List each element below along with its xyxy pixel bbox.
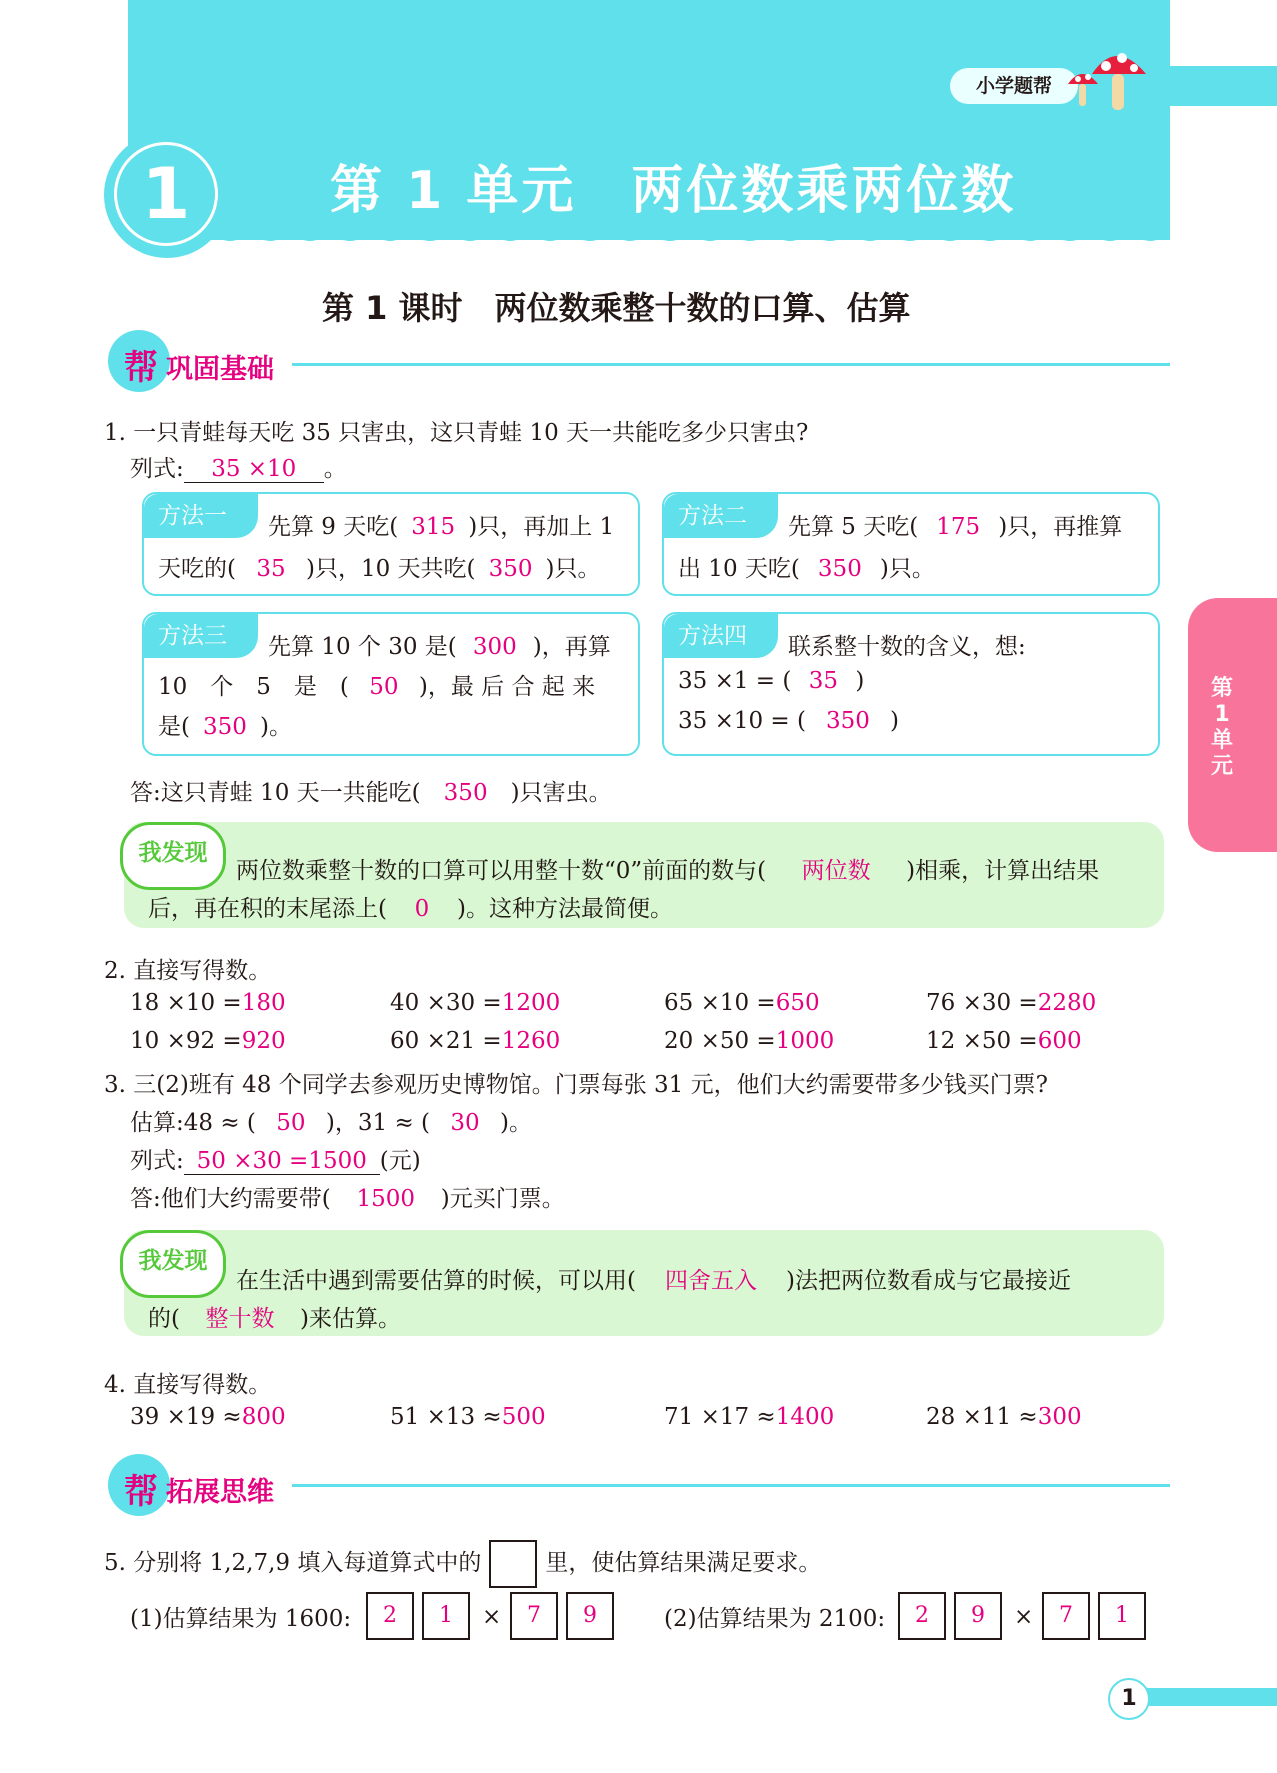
- text: )。: [259, 714, 292, 740]
- discovery-2-answer-2: 整十数: [205, 1306, 275, 1332]
- q4-answer: 1400: [775, 1404, 835, 1430]
- method-3-line2: [158, 668, 595, 701]
- q2-answer: 600: [1037, 1028, 1082, 1054]
- formula-unit: (元): [379, 1148, 421, 1174]
- expr: 10 ×92 =: [130, 1028, 242, 1054]
- method-3-answer-2: 50: [369, 674, 399, 700]
- q2-item: [926, 1028, 1082, 1054]
- text: 出 10 天吃(: [678, 556, 800, 582]
- q2-answer: 1000: [775, 1028, 835, 1054]
- method-2-line2: [678, 550, 935, 583]
- method-1-answer-1: 315: [411, 514, 456, 540]
- method-1-line2: [158, 550, 601, 583]
- text: 答:这只青蛙 10 天一共能吃(: [130, 780, 421, 806]
- discovery-1-line2: [148, 890, 673, 923]
- q4-item: [664, 1404, 834, 1430]
- expr: 40 ×30 =: [390, 990, 502, 1016]
- section-divider: [292, 1484, 1170, 1487]
- page-number: 1: [1108, 1678, 1150, 1720]
- blank-box-sample: [489, 1540, 537, 1588]
- method-1-tag: 方法一: [144, 494, 258, 538]
- method-4-line1: 联系整十数的含义，想:: [788, 634, 1026, 660]
- q4-answer: 500: [501, 1404, 546, 1430]
- q5-stem: [104, 1540, 821, 1588]
- q3-formula-answer: 50 ×30 =1500: [184, 1148, 380, 1175]
- unit-side-tab-label: 第1单元: [1210, 676, 1233, 779]
- q4-stem: 4. 直接写得数。: [104, 1372, 272, 1398]
- text: )来估算。: [299, 1306, 401, 1332]
- unit-title: 第 1 单元 两位数乘两位数: [330, 161, 1017, 221]
- text: )只，再推算: [998, 514, 1123, 540]
- section-char: 帮: [124, 1472, 158, 1512]
- method-4-line3: [678, 708, 899, 734]
- q5-part1-digit-cell[interactable]: 1: [422, 1592, 470, 1640]
- expr: 12 ×50 =: [926, 1028, 1038, 1054]
- text: )只，再加上 1: [468, 514, 615, 540]
- q3-estimate-row: [130, 1104, 532, 1137]
- section-char: 帮: [124, 348, 158, 388]
- brand-label: 小学题帮: [950, 68, 1078, 104]
- section-title-extend: 拓展思维: [166, 1477, 274, 1508]
- unit-number: 1: [114, 142, 218, 246]
- expr: 39 ×19 ≈: [130, 1404, 242, 1430]
- section-divider: [292, 363, 1170, 366]
- q3-estimate-answer-1: 50: [276, 1110, 306, 1136]
- method-2-answer-2: 350: [817, 556, 862, 582]
- q1-answer-row: [130, 774, 612, 807]
- method-2-box: [662, 492, 1160, 596]
- q2-answer: 180: [241, 990, 286, 1016]
- text: )，再算: [532, 634, 611, 660]
- method-1-line1: [268, 508, 614, 541]
- method-3-line1: [268, 628, 611, 661]
- method-4-answer-2: 350: [826, 708, 870, 734]
- method-2-answer-1: 175: [936, 514, 981, 540]
- q3-estimate-answer-2: 30: [450, 1110, 480, 1136]
- q2-item: [664, 990, 820, 1016]
- discovery-1-answer-1: 两位数: [801, 858, 871, 884]
- method-4-tag: 方法四: [664, 614, 778, 658]
- method-3-tag: 方法三: [144, 614, 258, 658]
- q2-item: [390, 1028, 560, 1054]
- q2-item: [130, 990, 286, 1016]
- expr: 60 ×21 =: [390, 1028, 502, 1054]
- expr: 65 ×10 =: [664, 990, 776, 1016]
- q4-answer: 300: [1037, 1404, 1082, 1430]
- method-3-line3: [158, 708, 292, 741]
- q2-item: [130, 1028, 286, 1054]
- method-3-box: [142, 612, 640, 756]
- q2-answer: 1260: [501, 1028, 561, 1054]
- method-3-answer-1: 300: [472, 634, 517, 660]
- section-title-basic: 巩固基础: [166, 354, 274, 385]
- text: )，31 ≈ (: [325, 1110, 430, 1136]
- q5-part2-digit-cell[interactable]: 9: [954, 1592, 1002, 1640]
- method-4-box: [662, 612, 1160, 756]
- text: 天吃的(: [158, 556, 236, 582]
- q1-formula-row: [130, 450, 347, 483]
- q2-stem: 2. 直接写得数。: [104, 958, 272, 984]
- q3-answer: 1500: [356, 1186, 415, 1212]
- q4-item: [390, 1404, 546, 1430]
- text: 在生活中遇到需要估算的时候，可以用(: [236, 1268, 636, 1294]
- expr: 71 ×17 ≈: [664, 1404, 776, 1430]
- expr: 76 ×30 =: [926, 990, 1038, 1016]
- discovery-2-line1: [236, 1262, 1071, 1295]
- q2-answer: 920: [241, 1028, 286, 1054]
- text: )只。: [879, 556, 935, 582]
- text: )。这种方法最简便。: [456, 896, 673, 922]
- times-sign: ×: [1014, 1604, 1034, 1630]
- text: )只害虫。: [510, 780, 612, 806]
- expr: 18 ×10 =: [130, 990, 242, 1016]
- text: 后，再在积的末尾添上(: [148, 896, 387, 922]
- method-1-answer-3: 350: [488, 556, 533, 582]
- q4-answer: 800: [241, 1404, 286, 1430]
- text: )只。: [545, 556, 601, 582]
- text: )，最 后 合 起 来: [418, 674, 596, 700]
- q2-item: [926, 990, 1096, 1016]
- q4-item: [130, 1404, 286, 1430]
- text: 是(: [158, 714, 190, 740]
- q5-part1-digit-cell[interactable]: 2: [366, 1592, 414, 1640]
- formula-end: 。: [323, 456, 347, 482]
- discovery-tag-1: 我发现: [120, 822, 226, 890]
- q5-part1-digit-cell[interactable]: 9: [566, 1592, 614, 1640]
- q2-answer: 1200: [501, 990, 561, 1016]
- discovery-tag-2: 我发现: [120, 1230, 226, 1298]
- text: )。: [500, 1110, 532, 1136]
- expr: 51 ×13 ≈: [390, 1404, 502, 1430]
- q2-answer: 2280: [1037, 990, 1097, 1016]
- q2-item: [664, 1028, 834, 1054]
- formula-label: 列式:: [130, 1148, 184, 1174]
- q5-part2-label: (2)估算结果为 2100:: [664, 1606, 886, 1632]
- text: 答:他们大约需要带(: [130, 1186, 331, 1212]
- text: )相乘，计算出结果: [906, 858, 1100, 884]
- q2-answer: 650: [775, 990, 820, 1016]
- text: 先算 5 天吃(: [788, 514, 919, 540]
- q1-formula-answer: 35 ×10: [184, 456, 324, 483]
- method-1-box: [142, 492, 640, 596]
- text: 5. 分别将 1,2,7,9 填入每道算式中的: [104, 1550, 482, 1576]
- method-2-line1: [788, 508, 1122, 541]
- text: 先算 10 个 30 是(: [268, 634, 457, 660]
- discovery-2-answer-1: 四舍五入: [664, 1268, 757, 1294]
- lesson-title: 第 1 课时 两位数乘整十数的口算、估算: [322, 289, 911, 327]
- text: )法把两位数看成与它最接近: [785, 1268, 1071, 1294]
- q5-part2-digit-cell[interactable]: 1: [1098, 1592, 1146, 1640]
- discovery-1-line1: [236, 852, 1099, 885]
- text: 估算:48 ≈ (: [130, 1110, 256, 1136]
- q2-item: [390, 990, 560, 1016]
- q3-answer-row: [130, 1180, 565, 1213]
- q4-item: [926, 1404, 1082, 1430]
- method-1-answer-2: 35: [256, 556, 286, 582]
- method-4-answer-1: 35: [808, 668, 838, 694]
- text: 两位数乘整十数的口算可以用整十数“0”前面的数与(: [236, 858, 767, 884]
- q5-part1-digit-cell[interactable]: 7: [510, 1592, 558, 1640]
- q5-part2-digit-cell[interactable]: 2: [898, 1592, 946, 1640]
- text: 10 个 5 是 (: [158, 674, 349, 700]
- discovery-1-answer-2: 0: [414, 896, 430, 922]
- q1-stem: 1. 一只青蛙每天吃 35 只害虫，这只青蛙 10 天一共能吃多少只害虫?: [104, 420, 809, 446]
- text: 里，使估算结果满足要求。: [545, 1550, 822, 1576]
- method-4-line2: [678, 668, 864, 694]
- mushroom-icon: [1064, 44, 1154, 116]
- text: 的(: [148, 1306, 180, 1332]
- discovery-2-line2: [148, 1300, 401, 1333]
- text: ): [889, 708, 899, 734]
- text: ): [855, 668, 865, 694]
- text: 35 ×10 = (: [678, 708, 806, 734]
- method-2-tag: 方法二: [664, 494, 778, 538]
- text: )只，10 天共吃(: [305, 556, 476, 582]
- q3-stem: 3. 三(2)班有 48 个同学去参观历史博物馆。门票每张 31 元，他们大约需要带多少钱买门票?: [104, 1072, 1048, 1098]
- q3-formula-row: [130, 1142, 421, 1175]
- formula-label: 列式:: [130, 456, 184, 482]
- q1-answer: 350: [443, 780, 488, 806]
- text: 先算 9 天吃(: [268, 514, 399, 540]
- expr: 28 ×11 ≈: [926, 1404, 1038, 1430]
- text: )元买门票。: [440, 1186, 565, 1212]
- expr: 20 ×50 =: [664, 1028, 776, 1054]
- q5-part2-digit-cell[interactable]: 7: [1042, 1592, 1090, 1640]
- times-sign: ×: [482, 1604, 502, 1630]
- q5-part1-label: (1)估算结果为 1600:: [130, 1606, 352, 1632]
- method-3-answer-3: 350: [203, 714, 247, 740]
- text: 35 ×1 = (: [678, 668, 792, 694]
